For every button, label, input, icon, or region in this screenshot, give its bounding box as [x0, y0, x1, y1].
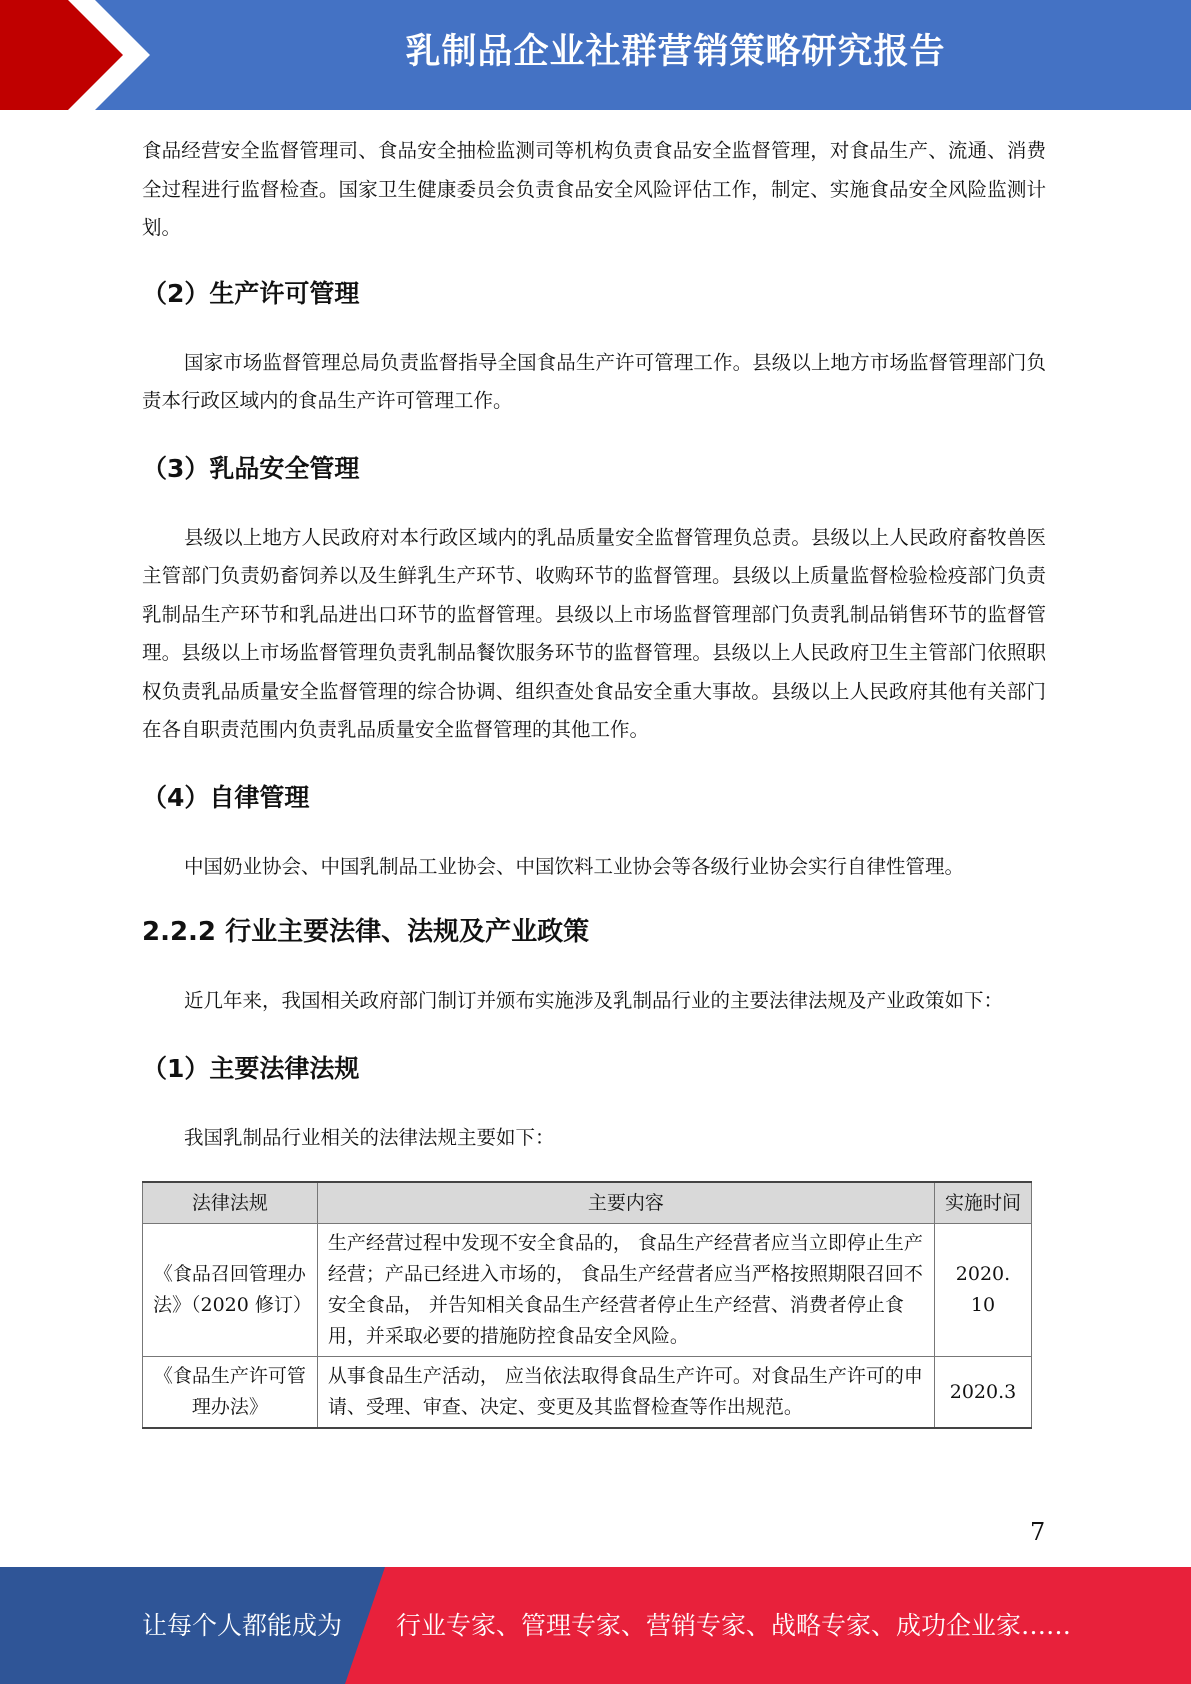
heading-production-license: （2）生产许可管理 [142, 278, 360, 308]
footer-slogan-right: 行业专家、管理专家、营销专家、战略专家、成功企业家…… [396, 1611, 1072, 1640]
cell-content: 从事食品生产活动， 应当依法取得食品生产许可。对食品生产许可的申请、受理、审查、决定、变更及其监督检查等作出规范。 [317, 1357, 934, 1429]
page-content [142, 132, 1046, 1429]
header-content: 主要内容 [317, 1182, 934, 1224]
header-date: 实施时间 [935, 1182, 1032, 1224]
laws-intro-paragraph: 我国乳制品行业相关的法律法规主要如下： [184, 1125, 555, 1149]
section-heading-2-2-2: 2.2.2 行业主要法律、法规及产业政策 [142, 917, 590, 947]
heading-self-discipline: （4）自律管理 [142, 782, 310, 812]
header-law: 法律法规 [143, 1182, 318, 1224]
cell-law: 《食品召回管理办法》（2020 修订） [143, 1224, 318, 1357]
footer-slogan-left: 让每个人都能成为 [142, 1611, 343, 1640]
cell-date: 2020.3 [935, 1357, 1032, 1429]
cell-law: 《食品生产许可管理办法》 [143, 1357, 318, 1429]
page-header [0, 0, 1191, 110]
heading-dairy-safety: （3）乳品安全管理 [142, 453, 360, 483]
cell-date: 2020. 10 [935, 1224, 1032, 1357]
table-row [143, 1224, 1032, 1357]
report-title: 乳制品企业社群营销策略研究报告 [405, 32, 946, 72]
page-footer [0, 1567, 1191, 1684]
table-header-row [143, 1182, 1032, 1224]
table-row [143, 1357, 1032, 1429]
production-license-paragraph: 国家市场监督管理总局负责监督指导全国食品生产许可管理工作。县级以上地方市场监督管理部门负责本行政区域内的食品生产许可管理工作。 [142, 350, 1046, 412]
heading-main-laws: （1）主要法律法规 [142, 1053, 360, 1083]
cell-content: 生产经营过程中发现不安全食品的， 食品生产经营者应当立即停止生产经营；产品已经进入市场的， 食品生产经营者应当严格按照期限召回不安全食品， 并告知相关食品生产经营者停止生产经营、消费者停止食用，并采取必要的措施防控食品安全风险。 [317, 1224, 934, 1357]
intro-paragraph: 食品经营安全监督管理司、食品安全抽检监测司等机构负责食品安全监督管理，对食品生产、流通、消费全过程进行监督检查。国家卫生健康委员会负责食品安全风险评估工作，制定、实施食品安全风险监测计划。 [142, 139, 1046, 239]
section-intro-paragraph: 近几年来，我国相关政府部门制订并颁布实施涉及乳制品行业的主要法律法规及产业政策如下： [184, 989, 1004, 1012]
laws-table [142, 1181, 1032, 1429]
dairy-safety-paragraph: 县级以上地方人民政府对本行政区域内的乳品质量安全监督管理负总责。县级以上人民政府畜牧兽医主管部门负责奶畜饲养以及生鲜乳生产环节、收购环节的监督管理。县级以上质量监督检验检疫部门负责乳制品生产环节和乳品进出口环节的监督管理。县级以上市场监督管理部门负责乳制品销售环节的监督管理。县级以上市场监督管理负责乳制品餐饮服务环节的监督管理。县级以上人民政府卫生主管部门依照职权负责乳品质量安全监督管理的综合协调、组织查处食品安全重大事故。县级以上人民政府其他有关部门在各自职责范围内负责乳品质量安全监督管理的其他工作。 [142, 525, 1046, 741]
page-number: 7 [1030, 1518, 1046, 1546]
self-discipline-paragraph: 中国奶业协会、中国乳制品工业协会、中国饮料工业协会等各级行业协会实行自律性管理。 [184, 854, 965, 878]
